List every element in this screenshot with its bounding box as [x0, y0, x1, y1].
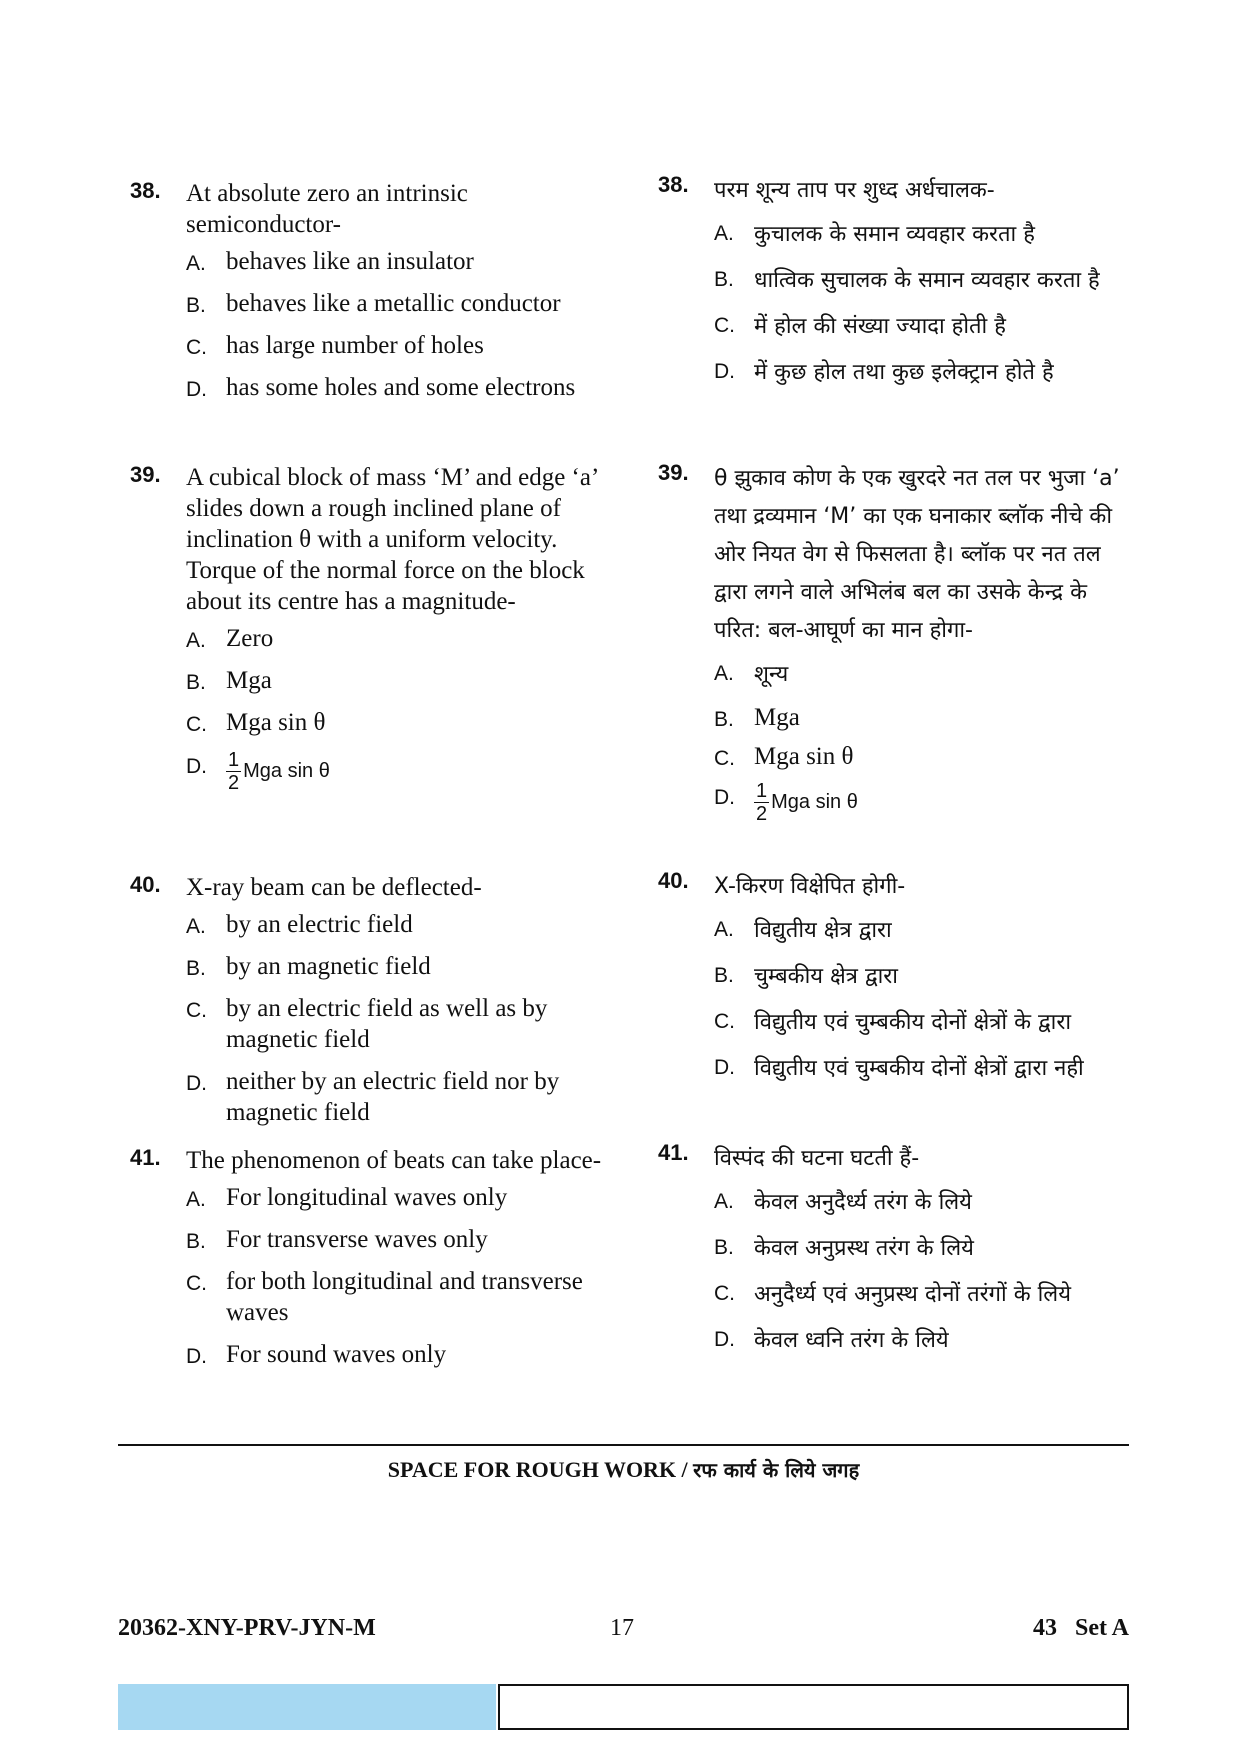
- option-letter: D.: [714, 1328, 735, 1351]
- rough-work-heading: [118, 1456, 1129, 1483]
- option-b[interactable]: [714, 262, 1138, 300]
- option-letter: C.: [186, 336, 207, 359]
- option-text: behaves like an insulator: [226, 248, 474, 275]
- question-number: 38.: [658, 172, 689, 197]
- option-text: neither by an electric field nor by magnetic field: [226, 1068, 560, 1126]
- option-letter: B.: [186, 957, 206, 980]
- option-text: by an electric field as well as by magnetic field: [226, 995, 548, 1053]
- option-letter: A.: [186, 252, 206, 275]
- option-c[interactable]: [714, 741, 1138, 772]
- question-text: X-किरण विक्षेपित होगी-: [714, 874, 906, 899]
- option-d[interactable]: [714, 1050, 1138, 1088]
- option-d[interactable]: [714, 1322, 1138, 1360]
- option-letter: B.: [186, 1230, 206, 1253]
- option-d[interactable]: [186, 749, 610, 794]
- question-text: At absolute zero an intrinsic semiconductor-: [186, 180, 468, 238]
- footer-box: [498, 1684, 1129, 1730]
- option-text: शून्य: [754, 662, 789, 687]
- option-text: विद्युतीय एवं चुम्बकीय दोनों क्षेत्रों द्वारा नही: [754, 1056, 1084, 1081]
- option-letter: B.: [714, 964, 734, 987]
- option-text: विद्युतीय क्षेत्र द्वारा: [754, 918, 892, 943]
- option-text: has some holes and some electrons: [226, 374, 576, 401]
- option-letter: D.: [714, 1056, 735, 1079]
- option-letter: C.: [714, 1010, 735, 1033]
- section-divider: [118, 1444, 1129, 1446]
- option-letter: B.: [714, 1236, 734, 1259]
- option-letter: A.: [186, 915, 206, 938]
- option-text: For longitudinal waves only: [226, 1184, 508, 1211]
- option-text: for both longitudinal and transverse waves: [226, 1268, 583, 1326]
- question-text: The phenomenon of beats can take place-: [186, 1147, 602, 1174]
- option-c[interactable]: [186, 707, 610, 738]
- option-text: by an electric field: [226, 911, 413, 938]
- rough-work-label-hi: रफ कार्य के लिये जगह: [693, 1458, 860, 1482]
- option-text: Zero: [226, 625, 274, 652]
- option-text: में कुछ होल तथा कुछ इलेक्ट्रान होते है: [754, 360, 1054, 385]
- option-letter: D.: [186, 1072, 207, 1095]
- option-text: केवल अनुप्रस्थ तरंग के लिये: [754, 1236, 974, 1261]
- option-letter: B.: [186, 294, 206, 317]
- option-d[interactable]: [186, 1066, 610, 1128]
- question-text: X-ray beam can be deflected-: [186, 874, 482, 901]
- question-41-hi: [658, 1140, 1138, 1368]
- option-text: कुचालक के समान व्यवहार करता है: [754, 222, 1035, 247]
- option-text: For sound waves only: [226, 1341, 447, 1368]
- option-letter: D.: [186, 755, 207, 778]
- option-c[interactable]: [186, 330, 610, 361]
- option-text: चुम्बकीय क्षेत्र द्वारा: [754, 964, 898, 989]
- fraction-numerator: 1: [756, 780, 768, 802]
- option-text: धात्विक सुचालक के समान व्यवहार करता है: [754, 268, 1100, 293]
- paper-code: 20362-XNY-PRV-JYN-M: [118, 1615, 376, 1641]
- page-number: 17: [610, 1615, 634, 1641]
- fraction-denominator: 2: [228, 772, 240, 794]
- fraction-half: [226, 749, 241, 794]
- option-a[interactable]: [714, 1184, 1138, 1222]
- option-letter: D.: [714, 786, 735, 809]
- question-39-hi: [658, 460, 1138, 833]
- option-letter: B.: [714, 268, 734, 291]
- option-b[interactable]: [186, 665, 610, 696]
- option-letter: C.: [714, 314, 735, 337]
- option-a[interactable]: [186, 1182, 610, 1213]
- footer-color-bar: [118, 1684, 496, 1730]
- option-text: में होल की संख्या ज्यादा होती है: [754, 314, 1006, 339]
- option-a[interactable]: [186, 246, 610, 277]
- option-letter: C.: [186, 1272, 207, 1295]
- option-text: Mga: [226, 667, 272, 694]
- option-b[interactable]: [186, 1224, 610, 1255]
- option-letter: A.: [714, 1190, 734, 1213]
- option-b[interactable]: [714, 958, 1138, 996]
- option-letter: A.: [714, 662, 734, 685]
- question-39-en: [130, 462, 610, 805]
- option-a[interactable]: [714, 912, 1138, 950]
- set-label: 43 Set A: [1033, 1615, 1129, 1641]
- option-text: Mga sin θ: [226, 709, 326, 736]
- option-a[interactable]: [714, 216, 1138, 254]
- option-text: has large number of holes: [226, 332, 484, 359]
- question-38-en: [130, 178, 610, 414]
- option-c[interactable]: [714, 308, 1138, 346]
- question-text: विस्पंद की घटना घटती हैं-: [714, 1146, 920, 1171]
- option-text: Mga sin θ: [754, 743, 854, 770]
- option-text: Mga sin θ: [243, 760, 330, 782]
- question-number: 40.: [658, 868, 689, 893]
- fraction-numerator: 1: [228, 749, 240, 771]
- option-b[interactable]: [714, 1230, 1138, 1268]
- option-a[interactable]: [186, 623, 610, 654]
- option-letter: D.: [186, 1345, 207, 1368]
- option-c[interactable]: [186, 993, 610, 1055]
- option-text: अनुदैर्ध्य एवं अनुप्रस्थ दोनों तरंगों के लिये: [754, 1282, 1071, 1307]
- option-letter: A.: [714, 918, 734, 941]
- option-text: केवल ध्वनि तरंग के लिये: [754, 1328, 949, 1353]
- option-text: केवल अनुदैर्ध्य तरंग के लिये: [754, 1190, 972, 1215]
- option-letter: A.: [186, 1188, 206, 1211]
- option-b[interactable]: [186, 288, 610, 319]
- question-number: 41.: [130, 1145, 161, 1170]
- option-b[interactable]: [186, 951, 610, 982]
- question-text: A cubical block of mass ‘M’ and edge ‘a’ slides down a rough inclined plane of inclination θ with a uniform velocity. Torque of the normal force on the block about its centre has a magnitude-: [186, 464, 598, 615]
- option-letter: C.: [714, 1282, 735, 1305]
- option-b[interactable]: [714, 702, 1138, 733]
- option-letter: C.: [714, 747, 735, 770]
- option-d[interactable]: [714, 780, 1138, 825]
- option-letter: B.: [186, 671, 206, 694]
- option-a[interactable]: [186, 909, 610, 940]
- option-text: For transverse waves only: [226, 1226, 488, 1253]
- question-number: 39.: [658, 460, 689, 485]
- option-text: Mga sin θ: [771, 791, 858, 813]
- rough-work-label-en: SPACE FOR ROUGH WORK /: [387, 1457, 688, 1482]
- option-c[interactable]: [714, 1004, 1138, 1042]
- fraction-denominator: 2: [756, 803, 768, 825]
- option-c[interactable]: [186, 1266, 610, 1328]
- option-letter: C.: [186, 999, 207, 1022]
- option-letter: C.: [186, 713, 207, 736]
- option-letter: A.: [714, 222, 734, 245]
- question-number: 41.: [658, 1140, 689, 1165]
- option-text: Mga: [754, 704, 800, 731]
- option-d[interactable]: [714, 354, 1138, 392]
- option-letter: A.: [186, 629, 206, 652]
- option-letter: B.: [714, 708, 734, 731]
- question-text: परम शून्य ताप पर शुध्द अर्धचालक-: [714, 178, 995, 203]
- option-letter: D.: [714, 360, 735, 383]
- option-a[interactable]: [714, 656, 1138, 694]
- question-text: θ झुकाव कोण के एक खुरदरे नत तल पर भुजा ‘a’ तथा द्रव्यमान ‘M’ का एक घनाकार ब्लॉक नीचे की ओर नियत वेग से फिसलता है। ब्लॉक पर नत तल द्वारा लगने वाले अभिलंब बल का उसके केन्द्र के परित: बल-आघूर्ण का मान होगा-: [714, 466, 1120, 643]
- option-text: by an magnetic field: [226, 953, 431, 980]
- question-number: 40.: [130, 872, 161, 897]
- question-38-hi: [658, 172, 1138, 400]
- question-40-hi: [658, 868, 1138, 1096]
- option-d[interactable]: [186, 372, 610, 403]
- fraction-half: [754, 780, 769, 825]
- question-41-en: [130, 1145, 610, 1381]
- question-40-en: [130, 872, 610, 1139]
- option-c[interactable]: [714, 1276, 1138, 1314]
- option-text: विद्युतीय एवं चुम्बकीय दोनों क्षेत्रों के द्वारा: [754, 1010, 1072, 1035]
- question-number: 39.: [130, 462, 161, 487]
- option-d[interactable]: [186, 1339, 610, 1370]
- option-letter: D.: [186, 378, 207, 401]
- question-number: 38.: [130, 178, 161, 203]
- option-text: behaves like a metallic conductor: [226, 290, 561, 317]
